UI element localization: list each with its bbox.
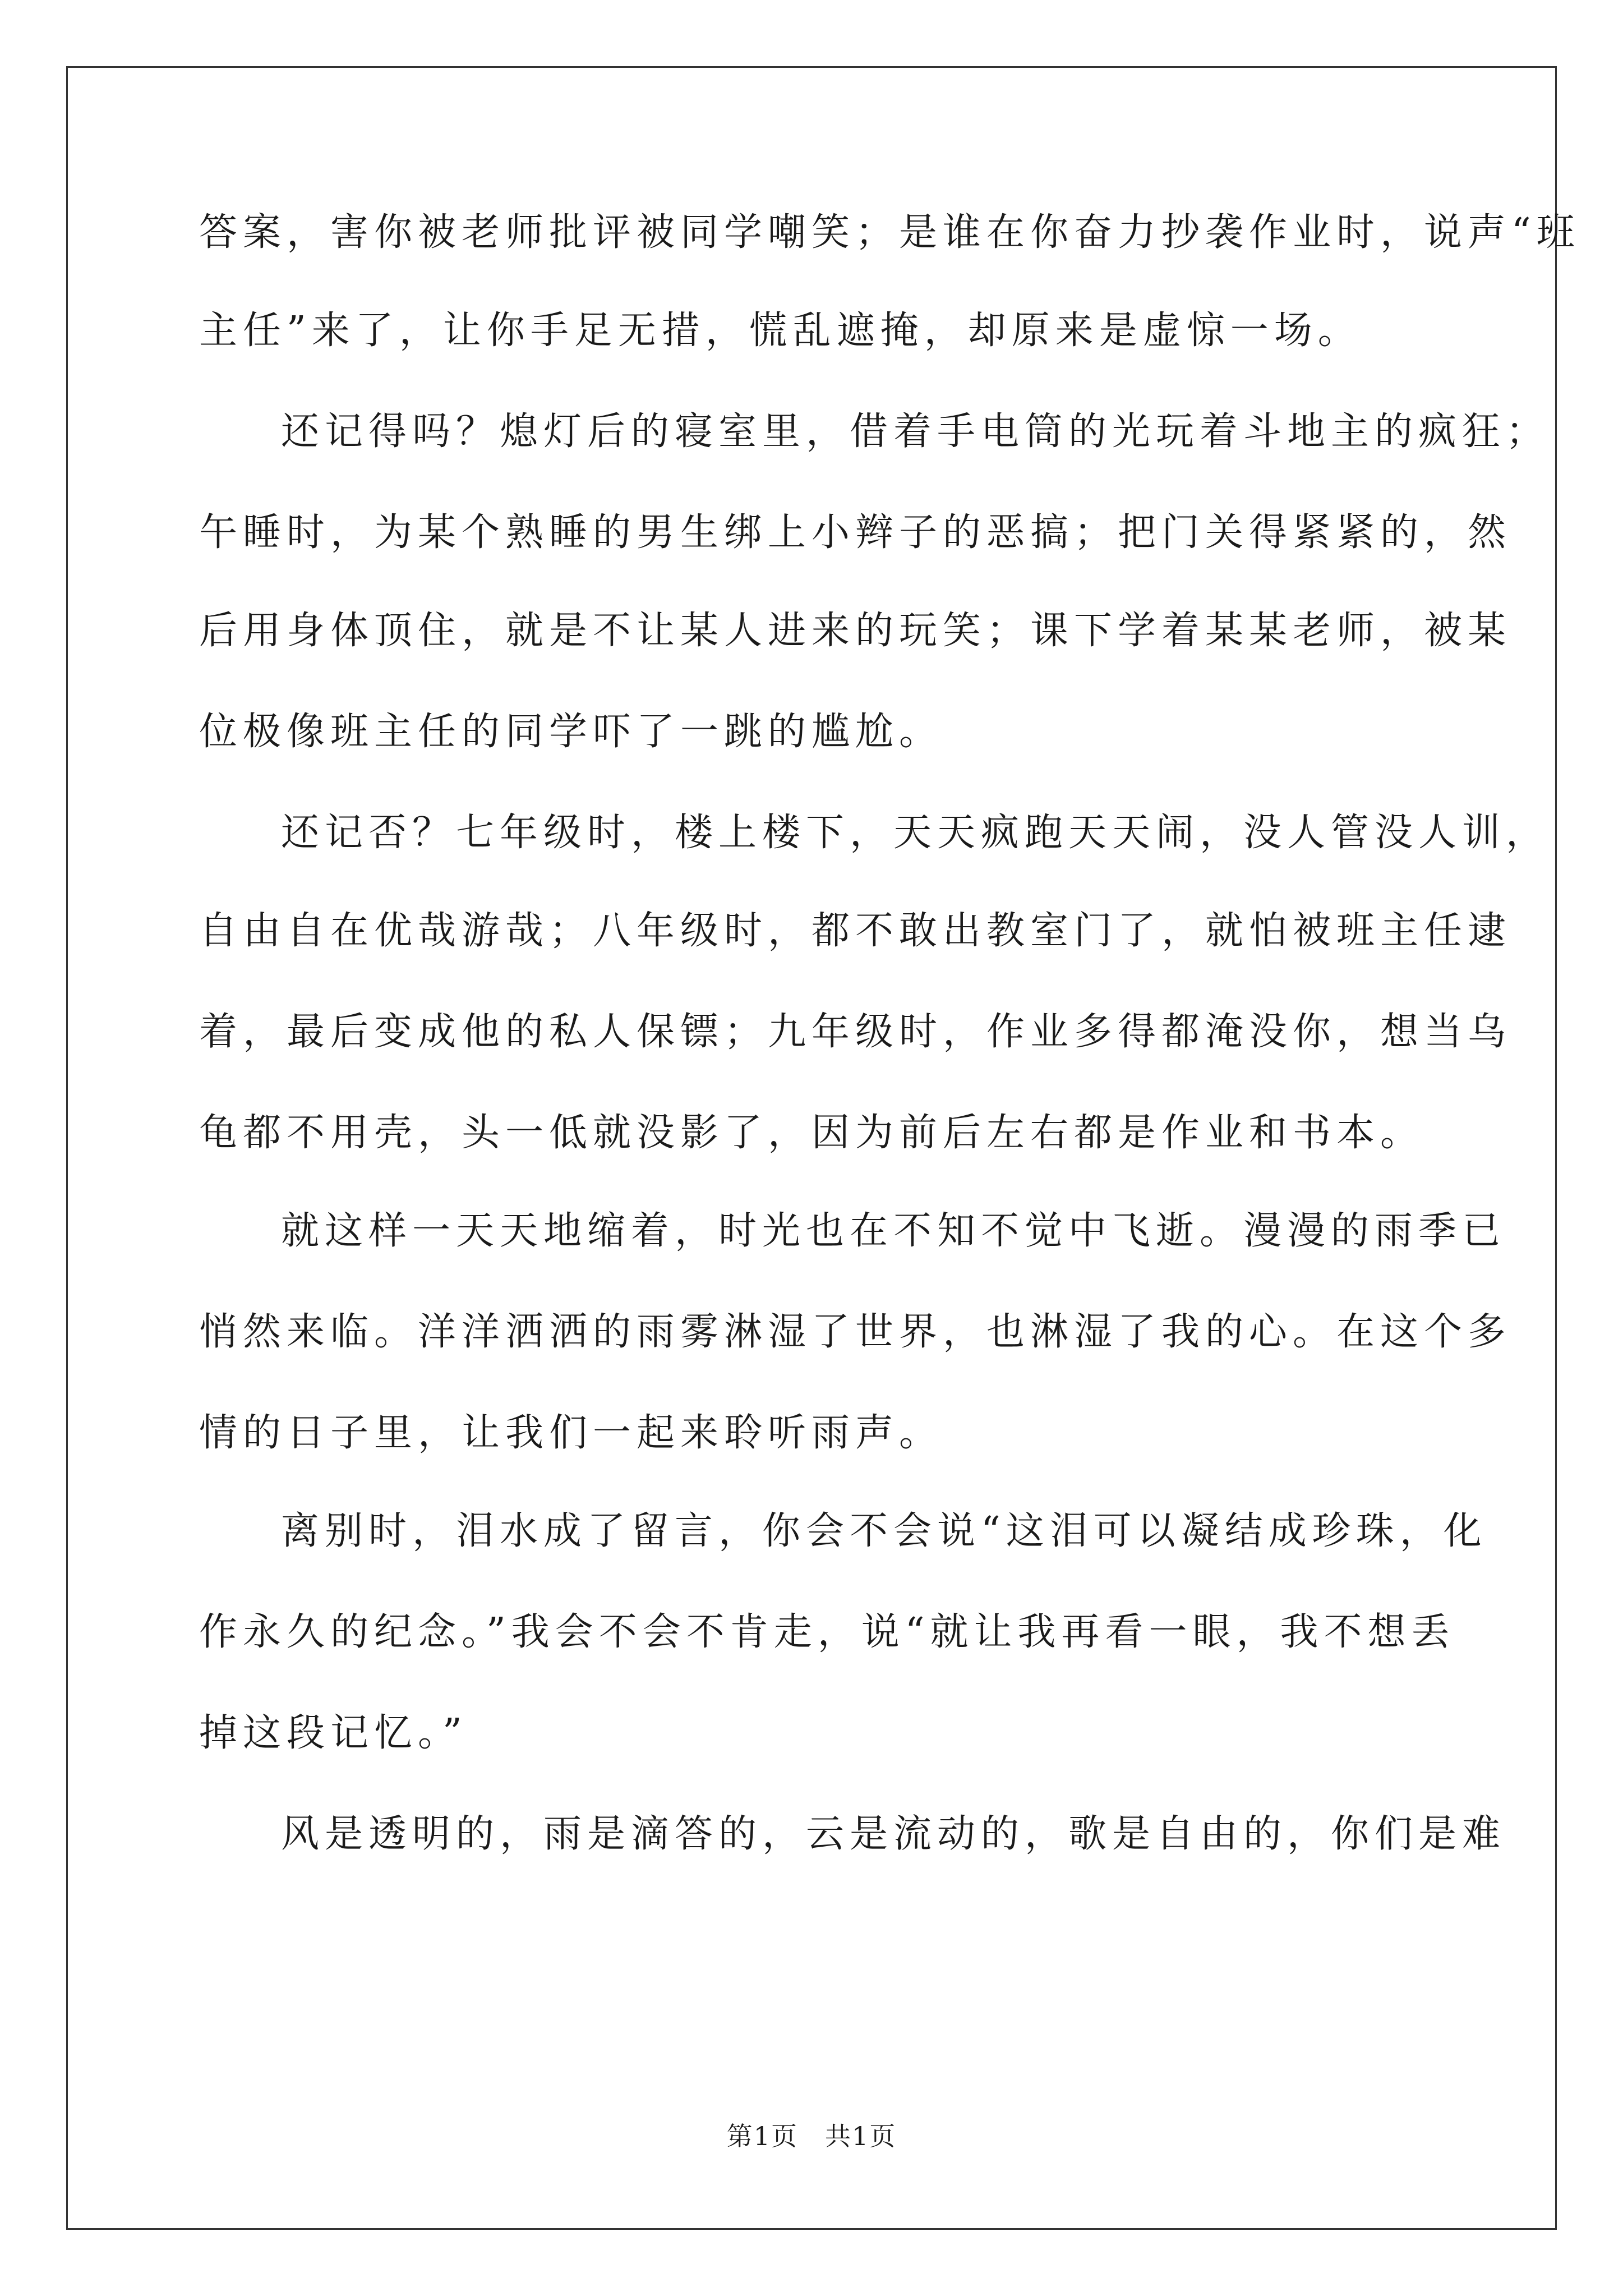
text-line: 着，最后变成他的私人保镖；九年级时，作业多得都淹没你，想当乌: [199, 1010, 1512, 1054]
paragraph-start-line: 就这样一天天地缩着，时光也在不知不觉中飞逝。漫漫的雨季已: [281, 1209, 1506, 1253]
text-line: 情的日子里，让我们一起来聆听雨声。: [199, 1411, 943, 1455]
text-line: 后用身体顶住，就是不让某人进来的玩笑；课下学着某某老师，被某: [199, 609, 1512, 653]
text-line: 龟都不用壳，头一低就没影了，因为前后左右都是作业和书本。: [199, 1111, 1424, 1155]
text-line: 主任”来了，让你手足无措，慌乱遮掩，却原来是虚惊一场。: [199, 309, 1362, 353]
text-line: 作永久的纪念。”我会不会不肯走，说“就让我再看一眼，我不想丢: [199, 1610, 1455, 1654]
text-line: 掉这段记忆。”: [199, 1711, 468, 1755]
paragraph-start-line: 离别时，泪水成了留言，你会不会说“这泪可以凝结成珍珠，化: [281, 1509, 1487, 1553]
text-line: 午睡时，为某个熟睡的男生绑上小辫子的恶搞；把门关得紧紧的，然: [199, 510, 1512, 555]
text-line: 答案，害你被老师批评被同学嘲笑；是谁在你奋力抄袭作业时，说声“班: [199, 210, 1580, 255]
text-line: 自由自在优哉游哉；八年级时，都不敢出教室门了，就怕被班主任逮: [199, 909, 1512, 953]
text-line: 位极像班主任的同学吓了一跳的尴尬。: [199, 710, 943, 754]
text-line: 悄然来临。洋洋洒洒的雨雾淋湿了世界，也淋湿了我的心。在这个多: [199, 1310, 1512, 1354]
page-number: 第1页 共1页: [726, 2121, 897, 2151]
paragraph-start-line: 还记得吗？熄灯后的寝室里，借着手电筒的光玩着斗地主的疯狂；: [281, 409, 1550, 454]
paragraph-start-line: 风是透明的，雨是滴答的，云是流动的，歌是自由的，你们是难: [281, 1812, 1506, 1856]
paragraph-start-line: 还记否？七年级时，楼上楼下，天天疯跑天天闹，没人管没人训，: [281, 811, 1550, 855]
